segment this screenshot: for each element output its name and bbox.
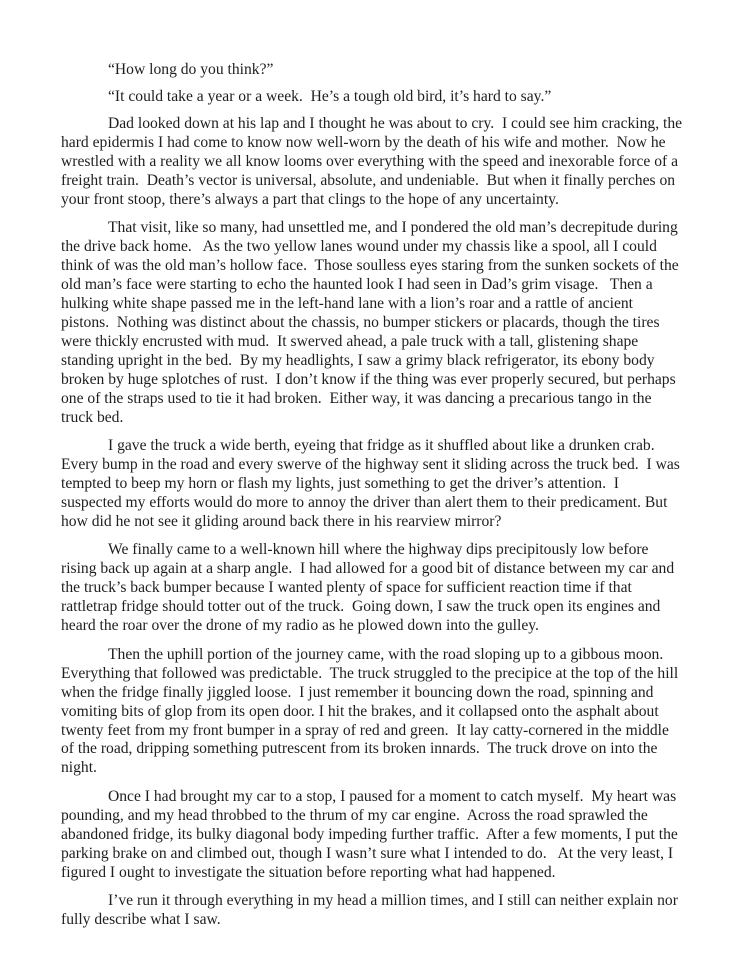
document-page: [61, 61, 686, 940]
paragraph-dialogue-1: “How long do you think?”: [108, 61, 274, 78]
paragraph: I’ve run it through everything in my head a million times, and I still can neither explain nor fully describe what I saw.: [61, 892, 682, 929]
paragraph: Dad looked down at his lap and I thought he was about to cry. I could see him cracking, the hard epidermis I had come to know now well-worn by the death of his wife and mother. Now he wrestled with a reality we all know looms over everything with the speed and inexorable force of a freight train. Death’s vector is universal, absolute, and undeniable. But when it finally perches on your front stoop, there’s always a part that clings to the hope of any uncertainty.: [61, 114, 686, 208]
paragraph-dialogue-2: “It could take a year or a week. He’s a tough old bird, it’s hard to say.”: [108, 87, 552, 105]
paragraph: That visit, like so many, had unsettled me, and I pondered the old man’s decrepitude during the drive back home. As the two yellow lanes wound under my chassis like a spool, all I could think of was the old man’s hollow face. Those soulless eyes staring from the sunken sockets of the old man’s face were starting to echo the haunted look I had seen in Dad’s grim visage. Then a hulking white shape passed me in the left-hand lane with a lion’s roar and a rattle of ancient pistons. Nothing was distinct about the chassis, no bumper stickers or placards, though the tires were thickly encrusted with mud. It swerved ahead, a pale truck with a tall, glistening shape standing upright in the bed. By my headlights, I saw a grimy black refrigerator, its ebony body broken by huge splotches of rust. I don’t know if the thing was ever properly secured, but perhaps one of the straps used to tie it had broken. Either way, it was dancing a precarious tango in the truck bed.: [61, 219, 683, 426]
paragraph: Once I had brought my car to a stop, I paused for a moment to catch myself. My heart was pounding, and my head throbbed to the thrum of my car engine. Across the road sprawled the abandoned fridge, its bulky diagonal body impeding further traffic. After a few moments, I put the parking brake on and climbed out, though I wasn’t sure what I intended to do. At the very least, I figured I ought to investigate the situation before reporting what had happened.: [61, 787, 682, 881]
paragraph: I gave the truck a wide berth, eyeing that fridge as it shuffled about like a drunken crab. Every bump in the road and every swerve of the highway sent it sliding across the truck bed. I was tempted to beep my horn or flash my lights, just something to get the driver’s attention. I suspected my efforts would do more to annoy the driver than alert them to their predicament. But how did he not see it gliding around back there in his rearview mirror?: [61, 437, 684, 530]
paragraph: Then the uphill portion of the journey came, with the road sloping up to a gibbous moon. Everything that followed was predictable. The truck struggled to the precipice at the top of the hill when the fridge finally jiggled loose. I just remember it bouncing down the road, spinning and vomiting bits of glop from its open door. I hit the brakes, and it collapsed onto the asphalt about twenty feet from my front bumper in a spray of red and green. It lay catty-cornered in the middle of the road, dripping something putrescent from its broken innards. The truck drove on into the night.: [61, 645, 683, 777]
paragraph: We finally came to a well-known hill where the highway dips precipitously low before rising back up again at a sharp angle. I had allowed for a good bit of distance between my car and the truck’s back bumper because I wanted plenty of space for sufficient reaction time if that rattletrap fridge should totter out of the truck. Going down, I saw the truck open its engines and heard the roar over the drone of my radio as he plowed down into the gulley.: [61, 541, 679, 635]
